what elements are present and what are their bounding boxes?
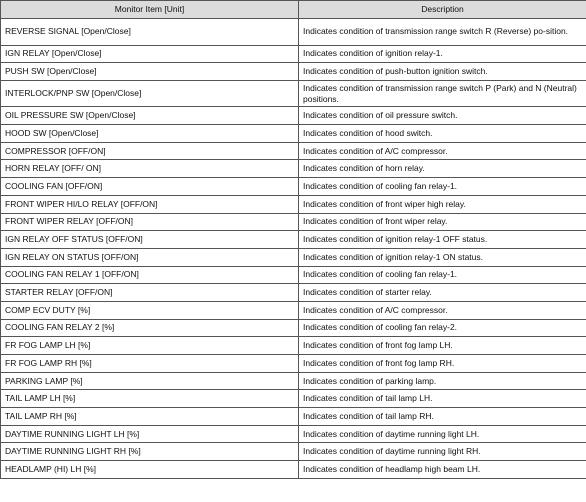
table-row [1,125,586,143]
table-row [1,178,586,196]
table-row [1,248,586,266]
table-row [1,337,586,355]
description-cell: Indicates condition of transmission range switch R (Reverse) po-sition. [299,19,586,46]
monitor-item-cell: COMPRESSOR [OFF/ON] [1,142,299,160]
monitor-item-cell: PUSH SW [Open/Close] [1,63,299,81]
monitor-item-cell: FRONT WIPER RELAY [OFF/ON] [1,213,299,231]
monitor-item-cell: REVERSE SIGNAL [Open/Close] [1,19,299,46]
table-row [1,355,586,373]
table-row [1,408,586,426]
table-row [1,301,586,319]
description-cell: Indicates condition of horn relay. [299,160,586,178]
table-row [1,107,586,125]
description-cell: Indicates condition of daytime running light LH. [299,425,586,443]
description-cell: Indicates condition of cooling fan relay-2. [299,319,586,337]
description-cell: Indicates condition of A/C compressor. [299,142,586,160]
table-row [1,213,586,231]
description-cell: Indicates condition of ignition relay-1 OFF status. [299,231,586,249]
monitor-item-cell: IGN RELAY OFF STATUS [OFF/ON] [1,231,299,249]
monitor-item-cell: IGN RELAY [Open/Close] [1,45,299,63]
monitor-item-cell: COMP ECV DUTY [%] [1,301,299,319]
description-cell: Indicates condition of starter relay. [299,284,586,302]
table-row [1,231,586,249]
monitor-item-cell: PARKING LAMP [%] [1,372,299,390]
description-cell: Indicates condition of daytime running light RH. [299,443,586,461]
description-cell: Indicates condition of front wiper relay. [299,213,586,231]
description-cell: Indicates condition of front wiper high relay. [299,195,586,213]
table-row [1,443,586,461]
monitor-item-cell: DAYTIME RUNNING LIGHT LH [%] [1,425,299,443]
description-cell: Indicates condition of ignition relay-1. [299,45,586,63]
table-row [1,372,586,390]
monitor-item-cell: COOLING FAN RELAY 2 [%] [1,319,299,337]
monitor-item-cell: TAIL LAMP LH [%] [1,390,299,408]
monitor-item-cell: COOLING FAN RELAY 1 [OFF/ON] [1,266,299,284]
monitor-item-cell: FRONT WIPER HI/LO RELAY [OFF/ON] [1,195,299,213]
table-row [1,63,586,81]
monitor-item-cell: IGN RELAY ON STATUS [OFF/ON] [1,248,299,266]
monitor-item-cell: HORN RELAY [OFF/ ON] [1,160,299,178]
table-row [1,425,586,443]
description-cell: Indicates condition of ignition relay-1 ON status. [299,248,586,266]
monitor-item-cell: HEADLAMP (HI) LH [%] [1,461,299,479]
description-cell: Indicates condition of parking lamp. [299,372,586,390]
table-row [1,319,586,337]
description-cell: Indicates condition of A/C compressor. [299,301,586,319]
table-row [1,160,586,178]
monitor-item-cell: DAYTIME RUNNING LIGHT RH [%] [1,443,299,461]
header-description: Description [299,1,586,19]
monitor-item-cell: FR FOG LAMP LH [%] [1,337,299,355]
monitor-item-cell: HOOD SW [Open/Close] [1,125,299,143]
description-cell: Indicates condition of push-button ignition switch. [299,63,586,81]
monitor-item-cell: TAIL LAMP RH [%] [1,408,299,426]
description-cell: Indicates condition of transmission range switch P (Park) and N (Neutral) positions. [299,80,586,107]
description-cell: Indicates condition of oil pressure switch. [299,107,586,125]
header-monitor-item: Monitor Item [Unit] [1,1,299,19]
table-row [1,195,586,213]
description-cell: Indicates condition of tail lamp RH. [299,408,586,426]
monitor-item-cell: INTERLOCK/PNP SW [Open/Close] [1,80,299,107]
table-row [1,45,586,63]
header-row [1,1,586,19]
description-cell: Indicates condition of hood switch. [299,125,586,143]
description-cell: Indicates condition of cooling fan relay-1. [299,266,586,284]
table-row [1,80,586,107]
table-row [1,19,586,46]
monitor-item-cell: FR FOG LAMP RH [%] [1,355,299,373]
description-cell: Indicates condition of headlamp high beam LH. [299,461,586,479]
description-cell: Indicates condition of tail lamp LH. [299,390,586,408]
table-row [1,284,586,302]
table-row [1,266,586,284]
table-row [1,142,586,160]
table-row [1,461,586,479]
monitor-item-cell: OIL PRESSURE SW [Open/Close] [1,107,299,125]
description-cell: Indicates condition of front fog lamp LH. [299,337,586,355]
table-header [1,1,586,19]
monitor-item-cell: STARTER RELAY [OFF/ON] [1,284,299,302]
table-body [1,19,586,479]
monitor-item-cell: COOLING FAN [OFF/ON] [1,178,299,196]
description-cell: Indicates condition of front fog lamp RH. [299,355,586,373]
table-row [1,390,586,408]
description-cell: Indicates condition of cooling fan relay-1. [299,178,586,196]
